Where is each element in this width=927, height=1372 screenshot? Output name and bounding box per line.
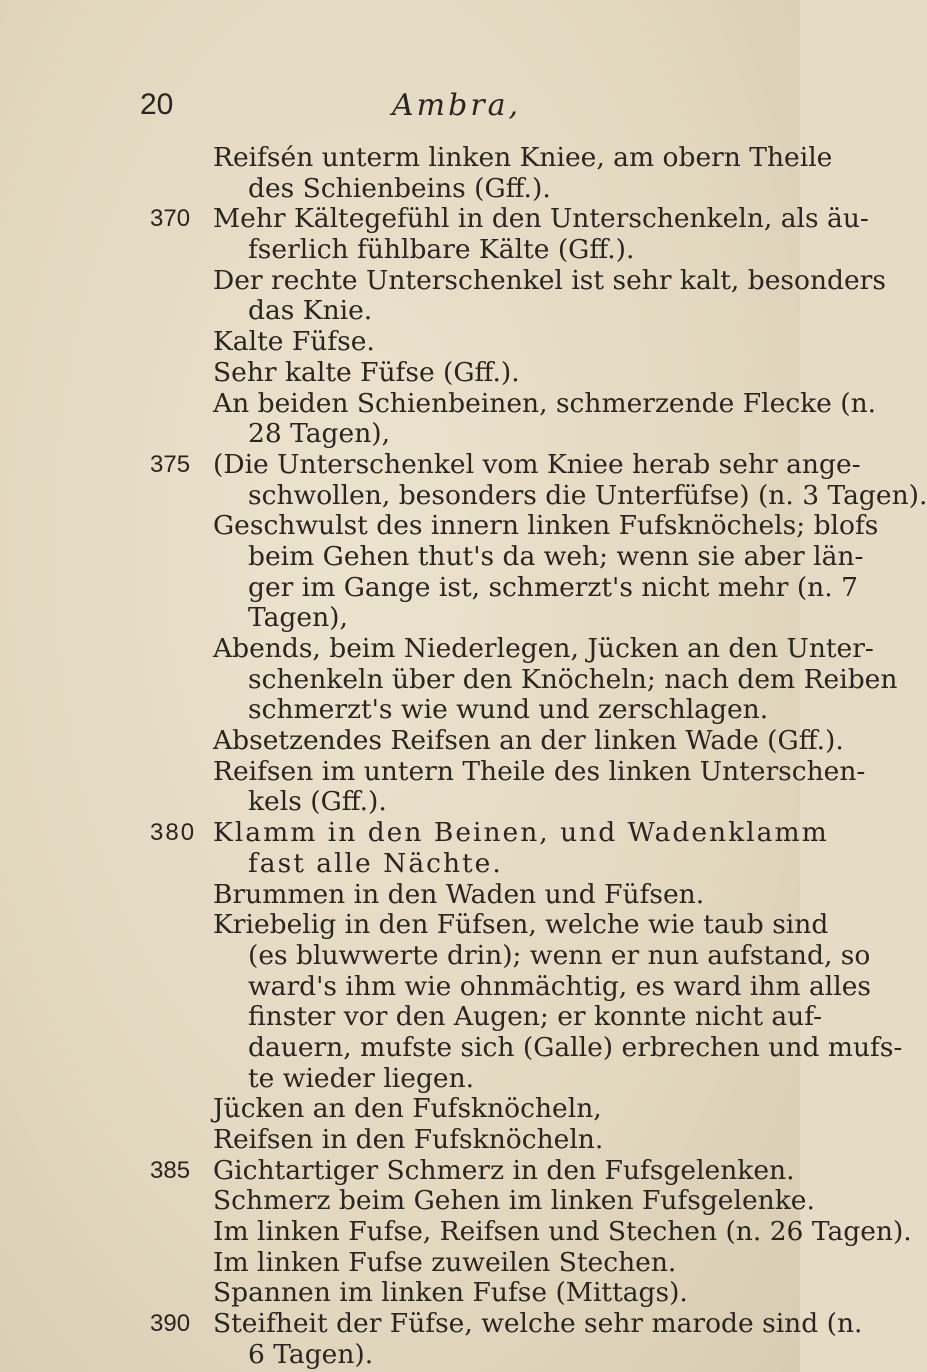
symptom-entry (0, 909, 903, 1094)
line-text: (es bluwwerte drin); wenn er nun aufstand, so (248, 939, 871, 971)
line-number: 380 (150, 819, 197, 847)
text-line (0, 479, 927, 512)
text-line (0, 1278, 800, 1309)
text-line (0, 787, 800, 818)
line-text: das Knie. (248, 295, 373, 327)
line-text: 6 Tagen). (248, 1338, 374, 1370)
symptom-entry (0, 1248, 800, 1279)
text-line (0, 1031, 903, 1064)
line-text: Absetzendes Reifsen an der linken Wade (Gff.). (213, 725, 844, 757)
line-text: Reifsen im untern Theile des linken Unterschen- (213, 755, 866, 787)
text-line (0, 203, 869, 235)
line-text: Brummen in den Waden und Füfsen. (213, 878, 705, 910)
line-number: 375 (150, 450, 191, 478)
text-line (0, 909, 829, 941)
line-text: Steifheit der Füfse, welche sehr marode sind (n. (213, 1308, 863, 1340)
text-line (0, 880, 800, 911)
line-text: fserlich fühlbare Kälte (Gff.). (248, 234, 635, 266)
line-number: 390 (150, 1310, 191, 1338)
line-text: te wieder liegen. (248, 1062, 475, 1094)
running-title: Ambra, (392, 88, 522, 123)
text-line (0, 1248, 800, 1279)
line-text: Sehr kalte Füfse (Gff.). (213, 356, 520, 388)
line-text: Im linken Fufse, Reifsen und Stechen (n. 26 Tagen). (213, 1216, 912, 1248)
line-text: Spannen im linken Fufse (Mittags). (213, 1277, 688, 1309)
text-line (0, 1185, 815, 1217)
text-line (0, 419, 800, 450)
line-text: Gichtartiger Schmerz in den Fufsgelenken. (213, 1154, 795, 1186)
line-text: 28 Tagen), (248, 418, 391, 450)
symptom-entry (0, 387, 877, 450)
symptom-entry (0, 880, 800, 911)
symptom-entry (0, 1156, 800, 1187)
text-line (0, 1094, 800, 1125)
symptom-entry (0, 1216, 912, 1248)
symptom-entry (0, 203, 869, 266)
line-text: Der rechte Unterschenkel ist sehr kalt, besonders (213, 264, 886, 296)
text-line (0, 540, 864, 573)
symptom-entry (0, 327, 800, 358)
line-text: ward's ihm wie ohnmächtig, es ward ihm alles (248, 970, 872, 1002)
text-line (0, 510, 879, 542)
text-line (0, 663, 898, 696)
text-line (0, 1216, 912, 1248)
symptom-entry (0, 755, 866, 818)
line-text: Im linken Fufse zuweilen Stechen. (213, 1246, 677, 1278)
text-line (0, 1308, 863, 1340)
symptom-entry (0, 725, 844, 757)
line-text: schwollen, besonders die Unterfüfse) (n. 3 Tagen). (248, 479, 927, 511)
symptom-entry (0, 1308, 863, 1370)
text-line (0, 1064, 800, 1095)
text-line (0, 695, 800, 726)
symptom-entry (0, 817, 829, 879)
text-line (0, 235, 800, 266)
symptom-entry (0, 358, 800, 389)
line-text: (Die Unterschenkel vom Kniee herab sehr ange- (213, 448, 861, 480)
text-line (0, 1156, 800, 1187)
line-text: ger im Gange ist, schmerzt's nicht mehr (n. 7 (248, 571, 858, 603)
line-text: An beiden Schienbeinen, schmerzende Flecke (n. (213, 387, 877, 419)
text-line (0, 296, 800, 327)
text-line (0, 1001, 823, 1033)
symptom-entry (0, 142, 833, 204)
line-text: Reifsén unterm linken Kniee, am obern Theile (213, 142, 833, 173)
symptom-entry (0, 1185, 815, 1217)
text-line (0, 571, 858, 604)
line-text: Kalte Füfse. (213, 326, 375, 358)
symptom-entry (0, 510, 879, 634)
symptom-entry (0, 448, 927, 511)
symptom-list (0, 142, 927, 1371)
line-number: 370 (150, 205, 191, 233)
text-line (0, 817, 829, 849)
text-line (0, 327, 800, 358)
text-line (0, 970, 872, 1003)
line-text: dauern, mufste sich (Galle) erbrechen und mufs- (248, 1031, 903, 1063)
line-text: Kriebelig in den Füfsen, welche wie taub sind (213, 909, 829, 941)
line-text: Jücken an den Fufsknöcheln, (213, 1093, 602, 1125)
text-line (0, 1340, 800, 1371)
text-line (0, 448, 861, 481)
symptom-entry (0, 1125, 800, 1156)
text-line (0, 358, 800, 389)
line-text: schmerzt's wie wund und zerschlagen. (248, 694, 769, 726)
line-text: schenkeln über den Knöcheln; nach dem Reiben (248, 663, 898, 695)
page-header (0, 88, 800, 128)
symptom-entry (0, 633, 898, 726)
line-text: Mehr Kältegefühl in den Unterschenkeln, als äu- (213, 203, 869, 235)
text-line (0, 142, 833, 174)
line-text: fast alle Nächte. (248, 847, 503, 879)
text-line (0, 387, 877, 420)
text-line (0, 1125, 800, 1156)
line-text: Geschwulst des innern linken Fufsknöchels; blofs (213, 510, 879, 542)
text-line (0, 174, 800, 205)
line-text: Tagen), (248, 602, 348, 634)
text-line (0, 264, 886, 297)
text-line (0, 939, 871, 972)
symptom-entry (0, 1278, 800, 1309)
line-number: 385 (150, 1156, 191, 1184)
text-line (0, 603, 800, 634)
symptom-entry (0, 1094, 800, 1125)
text-line (0, 755, 866, 788)
page-number: 20 (140, 88, 174, 121)
symptom-entry (0, 264, 886, 327)
text-line (0, 633, 874, 665)
text-line (0, 725, 844, 757)
line-text: finster vor den Augen; er konnte nicht auf- (248, 1001, 823, 1033)
line-text: Klamm in den Beinen, und Wadenklamm (213, 817, 829, 849)
line-text: Reifsen in den Fufsknöcheln. (213, 1124, 604, 1155)
line-text: beim Gehen thut's da weh; wenn sie aber län- (248, 540, 864, 572)
line-text: Schmerz beim Gehen im linken Fufsgelenke. (213, 1185, 815, 1217)
line-text: kels (Gff.). (248, 786, 387, 818)
text-line (0, 849, 800, 880)
line-text: Abends, beim Niederlegen, Jücken an den Unter- (213, 633, 874, 664)
line-text: des Schienbeins (Gff.). (248, 172, 551, 204)
